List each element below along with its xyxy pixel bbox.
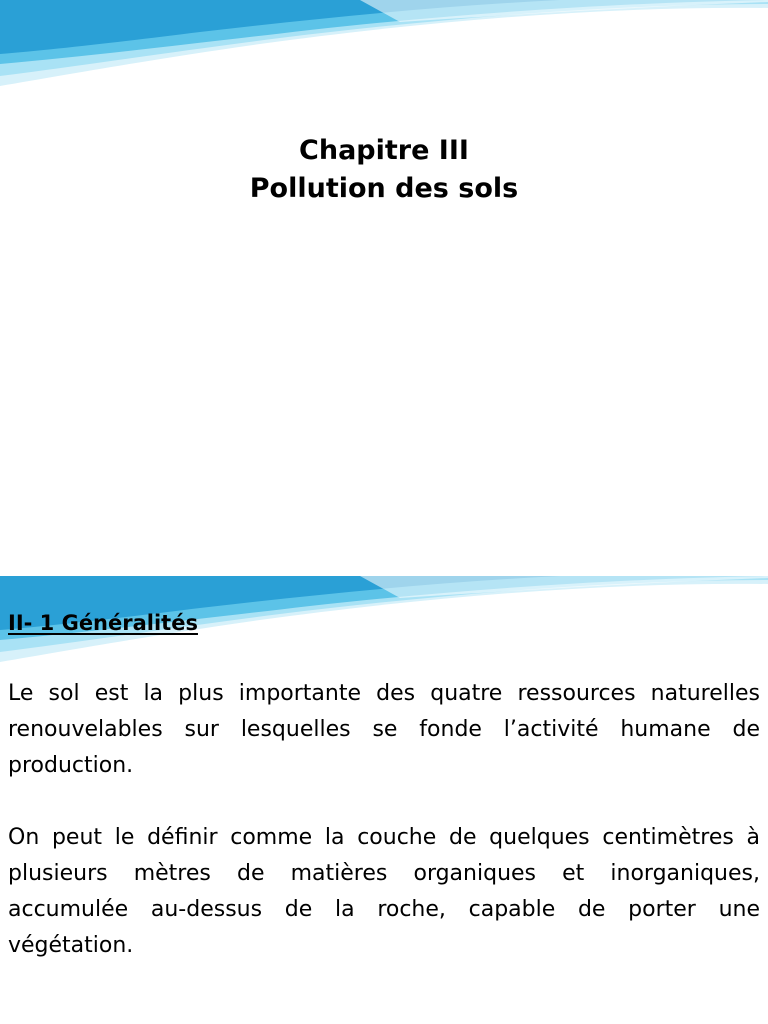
wave-banner-decoration bbox=[0, 0, 768, 100]
slide-content bbox=[0, 576, 768, 1024]
paragraph-definition-detail: On peut le définir comme la couche de quelques centimètres à plusieurs mètres de matières organiques et inorganiques, accumulée au-dessus de la roche, capable de porter une végétation. bbox=[8, 825, 760, 958]
chapter-subtitle: Pollution des sols bbox=[249, 173, 519, 204]
section-heading: II- 1 Généralités bbox=[8, 611, 198, 635]
chapter-title: Chapitre III bbox=[299, 135, 469, 166]
paragraph-definition-intro: Le sol est la plus importante des quatre ressources naturelles renouvelables sur lesquelles se fonde l’activité humane de production. bbox=[8, 681, 760, 778]
slide-title-block bbox=[0, 132, 768, 208]
